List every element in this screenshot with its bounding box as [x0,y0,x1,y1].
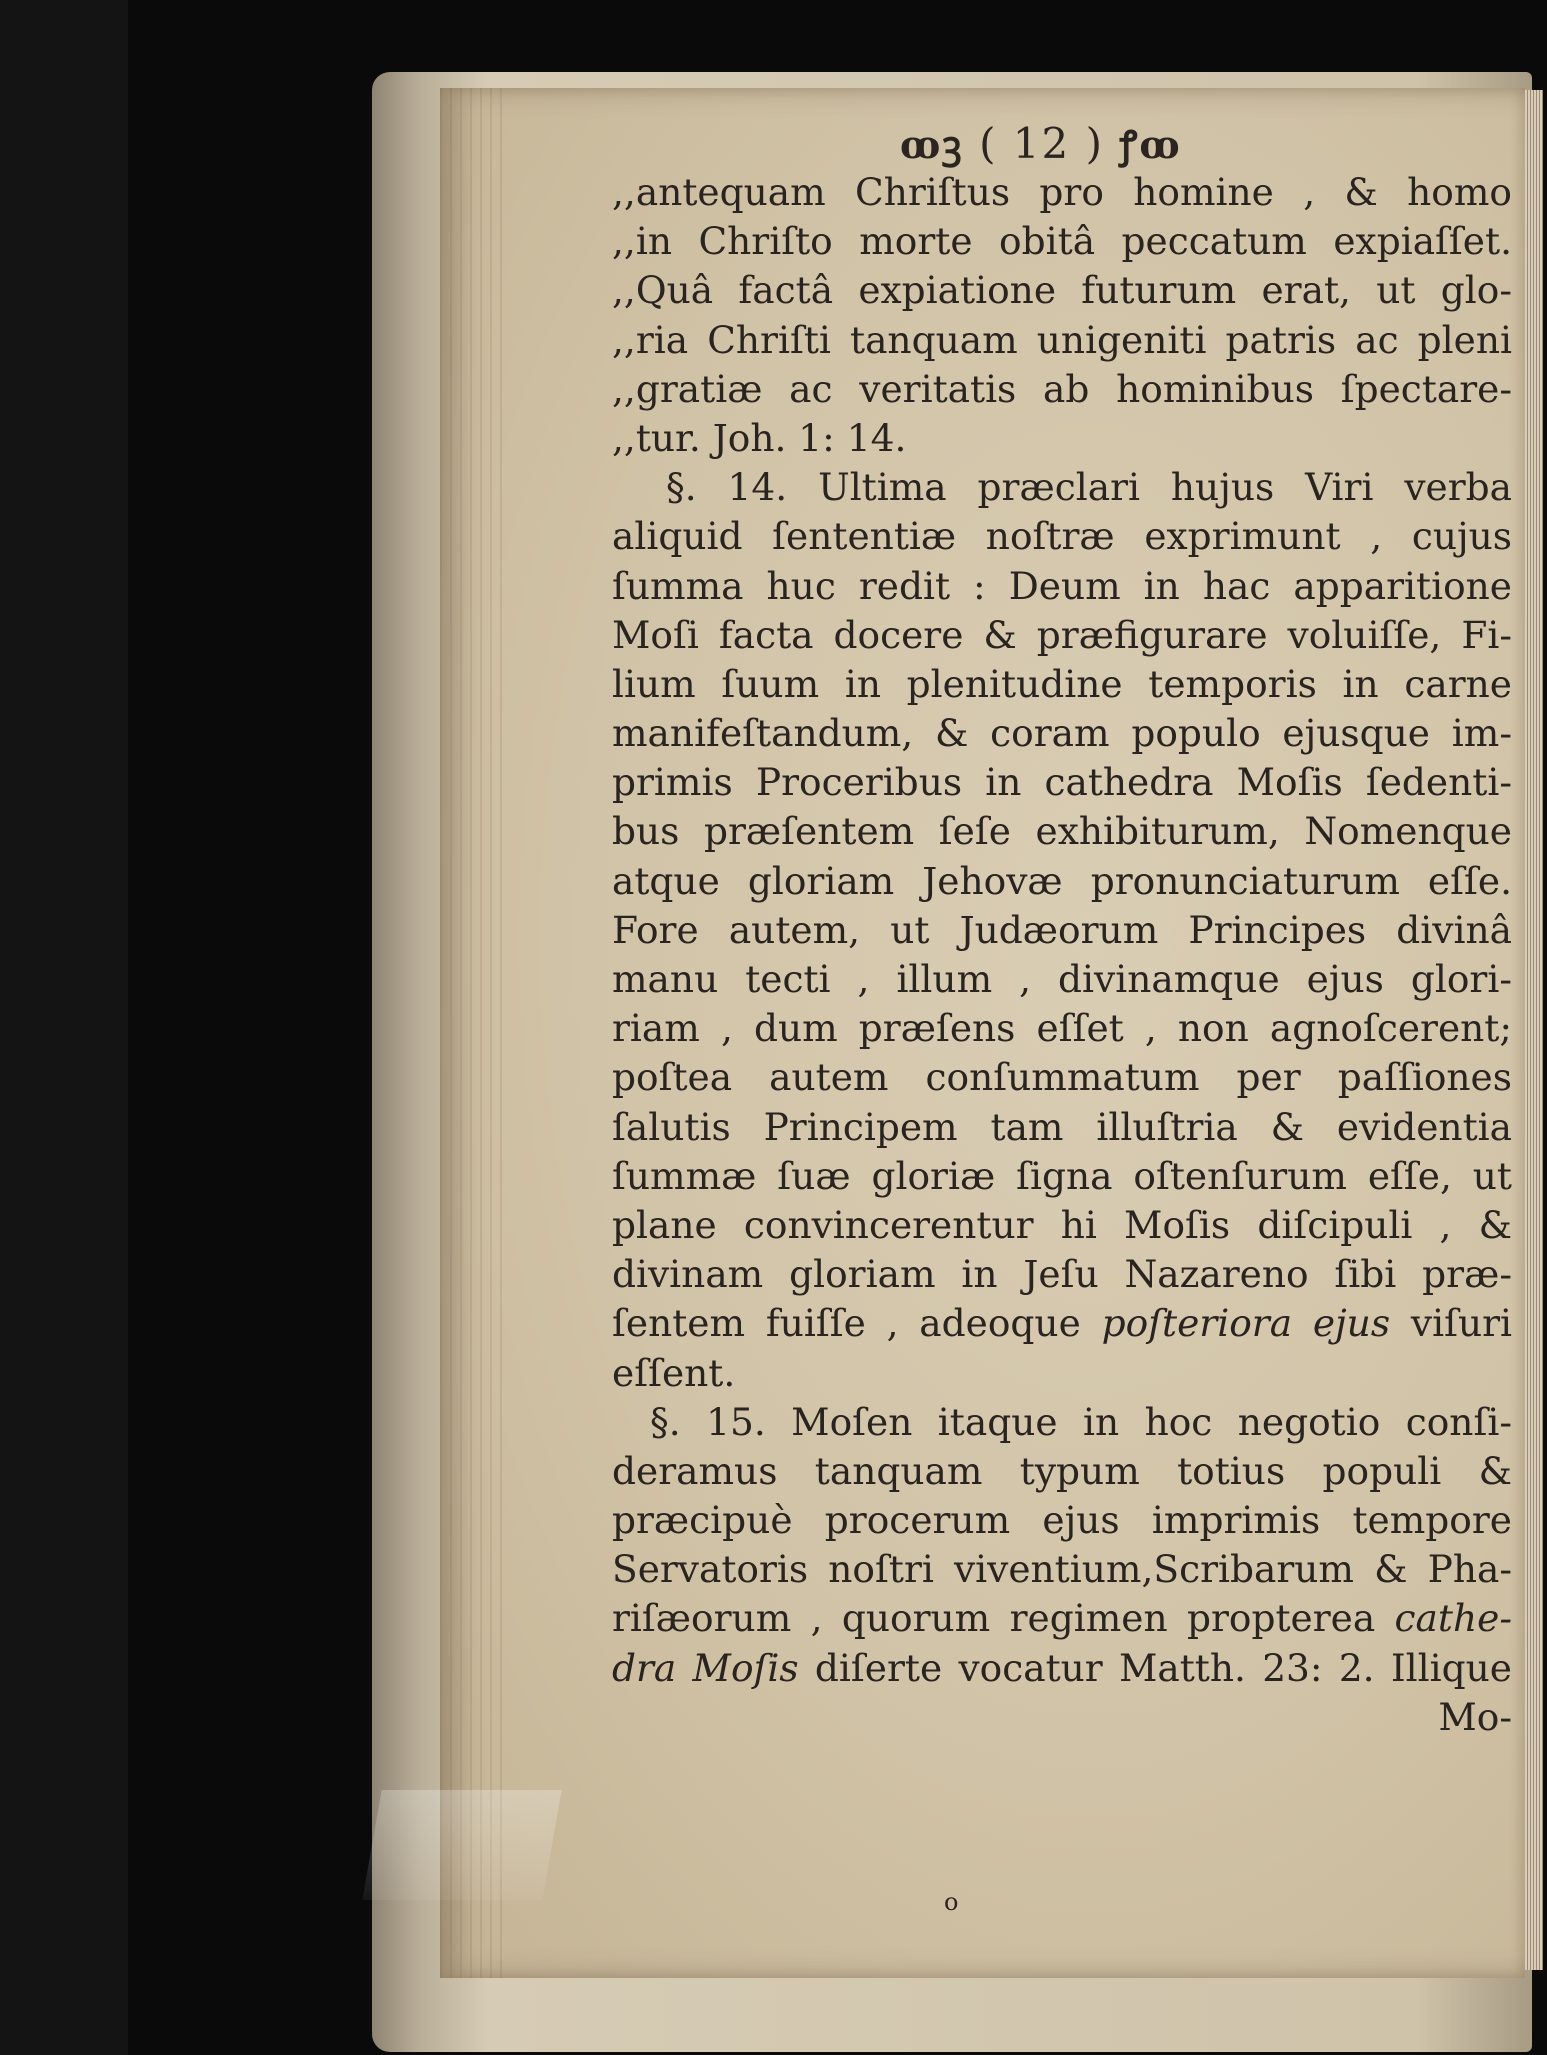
text-line: primis Proceribus in cathedra Moſis ſedenti- [612,760,1512,805]
text-line: divinam gloriam in Jeſu Nazareno ſibi præ- [612,1252,1512,1297]
text-line: deramus tanquam typum totius populi & [612,1448,1512,1493]
text-line-mixed [612,1299,1512,1348]
scan-background-left [0,0,128,2055]
text-segment: ſentem fuiſſe , adeoque [612,1301,1081,1346]
text-line: Moſi facta docere & præfigurare voluiſſe, Fi- [612,612,1512,657]
text-line: riam , dum præſens eſſet , non agnoſcerent; [612,1006,1512,1051]
glare-reflection [362,1790,561,1900]
text-line: bus præſentem ſeſe exhibiturum, Nomenque [612,809,1512,854]
text-line: ,,in Chriſto morte obitâ peccatum expiaſſet. [612,219,1512,264]
text-line: præcipuè procerum ejus imprimis tempore [612,1498,1512,1543]
page-gutter [440,88,510,1978]
right-ornament: ꝭꝏ [1119,122,1182,167]
left-ornament: ꝏꝫ [900,122,964,167]
text-line: atque gloriam Jehovæ pronunciaturum eſſe. [612,858,1512,903]
text-line: lium ſuum in plenitudine temporis in carne [612,661,1512,706]
text-line: Fore autem, ut Judæorum Principes divinâ [612,907,1512,952]
text-line: ſumma huc redit : Deum in hac apparitione [612,563,1512,608]
text-line: ,,antequam Chriſtus pro homine , & homo [612,170,1512,214]
footer-mark: o [944,1888,959,1916]
text-line: ſalutis Principem tam illuſtria & evidentia [612,1104,1512,1149]
text-line: ,,gratiæ ac veritatis ab hominibus ſpectare- [612,366,1512,411]
text-segment: diſerte vocatur Matth. 23: 2. Illique [814,1645,1512,1690]
text-line: eſſent. [612,1350,736,1395]
page-edges [1525,90,1543,1970]
text-line-mixed [612,1644,1512,1693]
italic-phrase: dra Moſis [612,1645,799,1690]
text-segment: viſuri [1410,1301,1513,1346]
text-line: plane convincerentur hi Moſis diſcipuli , & [612,1202,1512,1247]
text-line: ,,Quâ factâ expiatione futurum erat, ut glo- [612,268,1512,313]
text-line: ſummæ ſuæ gloriæ ſigna oſtenſurum eſſe, ut [612,1153,1512,1198]
page-number: ( 12 ) [979,119,1104,168]
text-line: manifeſtandum, & coram populo ejusque im- [612,711,1512,756]
text-line-mixed [612,1594,1512,1643]
italic-phrase: poſteriora ejus [1101,1301,1391,1346]
text-line: aliquid ſententiæ noſtræ exprimunt , cujus [612,514,1512,559]
page-body-text [612,168,1512,1742]
text-line: Servatoris noſtri viventium,Scribarum & Pha- [612,1547,1512,1592]
paragraph-start-15: §. 15. Moſen itaque in hoc negotio conſi- [650,1399,1512,1444]
text-line: manu tecti , illum , divinamque ejus glori- [612,957,1512,1001]
italic-phrase: cathe- [1394,1596,1512,1641]
text-line: ,,ria Chriſti tanquam unigeniti patris ac pleni [612,317,1512,362]
text-line: poſtea autem conſummatum per paſſiones [612,1055,1512,1100]
text-line: ,,tur. Joh. 1: 14. [612,415,907,460]
catchword: Mo- [1438,1694,1512,1739]
paragraph-start-14: §. 14. Ultima præclari hujus Viri verba [666,465,1512,510]
text-segment: riſæorum , quorum regimen propterea [612,1596,1376,1641]
